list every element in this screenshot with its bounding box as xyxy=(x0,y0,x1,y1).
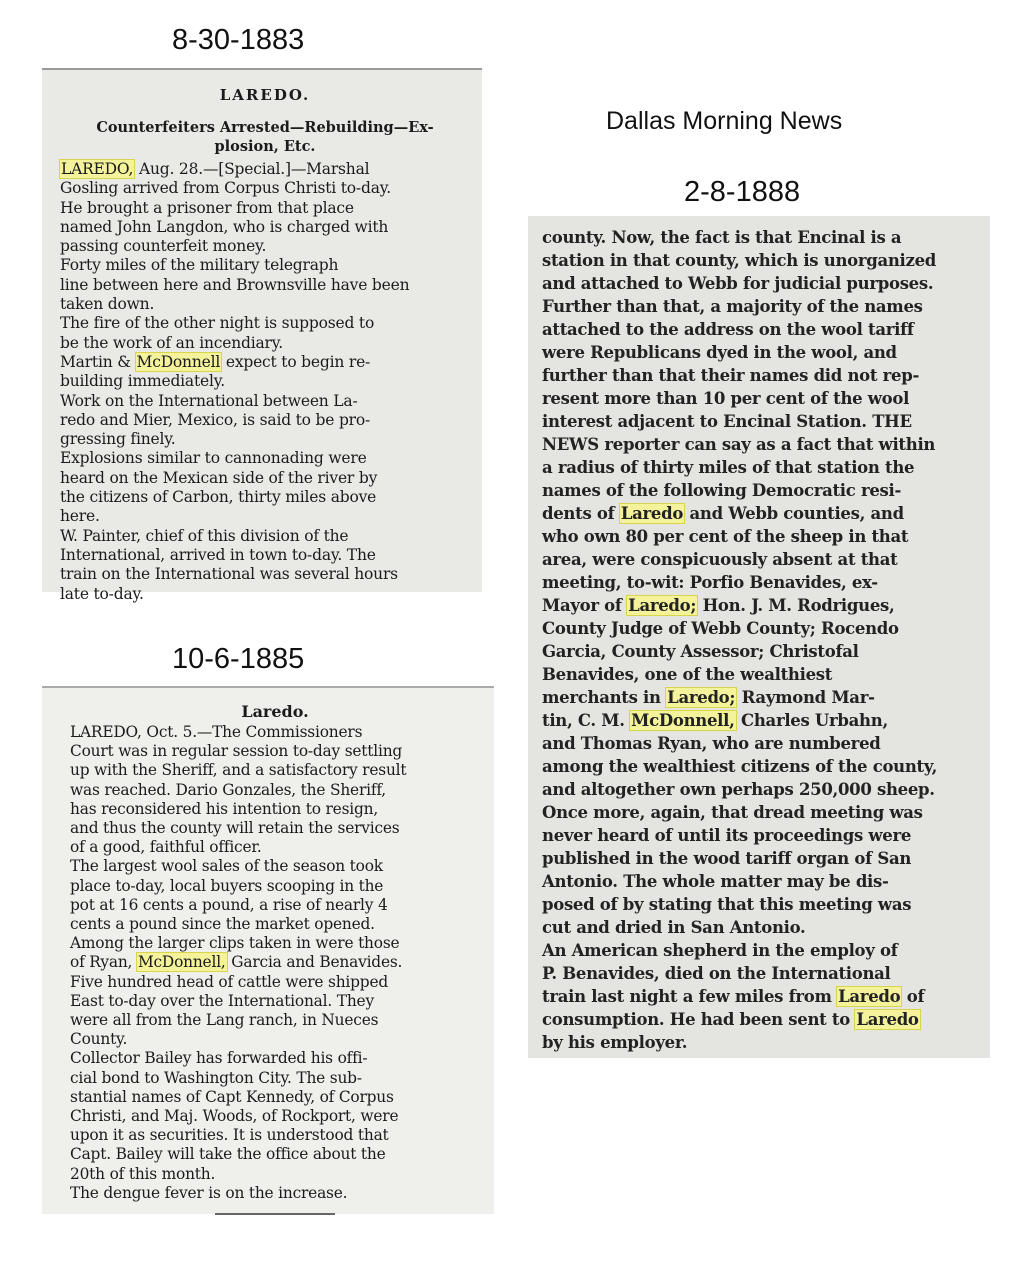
text-line xyxy=(60,276,470,295)
clipping-subheading: plosion, Etc. xyxy=(214,138,316,155)
text-line xyxy=(60,314,470,333)
text-line xyxy=(542,571,976,594)
text-line xyxy=(542,824,976,847)
text-line xyxy=(542,778,976,801)
text-line xyxy=(70,953,480,972)
text-line xyxy=(70,992,480,1011)
line-text: attached to the address on the wool tariff xyxy=(542,320,914,339)
line-text: up with the Sheriff, and a satisfactory result xyxy=(70,761,407,780)
line-text: never heard of until its proceedings were xyxy=(542,826,912,845)
line-text: among the wealthiest citizens of the county, xyxy=(542,757,938,776)
line-text: of Ryan, xyxy=(70,953,137,972)
line-text: and Webb counties, and xyxy=(684,504,904,523)
highlighted-name: LAREDO, xyxy=(61,160,134,178)
line-text: The largest wool sales of the season took xyxy=(70,857,383,876)
text-line xyxy=(60,256,470,275)
line-text: Forty miles of the military telegraph xyxy=(60,256,339,275)
text-line xyxy=(542,272,976,295)
line-text: Mayor of xyxy=(542,596,628,615)
line-text: upon it as securities. It is understood that xyxy=(70,1126,389,1145)
line-text: East to-day over the International. They xyxy=(70,991,374,1010)
line-text: a radius of thirty miles of that station the xyxy=(542,458,915,477)
text-line xyxy=(70,1165,480,1184)
text-line xyxy=(60,199,470,218)
text-line xyxy=(70,838,480,857)
line-text: redo and Mier, Mexico, is said to be pro- xyxy=(60,410,371,429)
text-line xyxy=(70,857,480,876)
text-line xyxy=(60,372,470,391)
line-text: here. xyxy=(60,507,100,526)
line-text: Hon. J. M. Rodrigues, xyxy=(697,596,895,615)
line-text: International, arrived in town to-day. The xyxy=(60,545,376,564)
text-line xyxy=(542,249,976,272)
line-text: Collector Bailey has forwarded his offi- xyxy=(70,1049,368,1068)
line-text: named John Langdon, who is charged with xyxy=(60,217,389,236)
text-line xyxy=(542,525,976,548)
text-line xyxy=(60,565,470,584)
text-line xyxy=(542,755,976,778)
date-label-1888: 2-8-1888 xyxy=(684,176,801,208)
text-line xyxy=(542,663,976,686)
text-line xyxy=(60,546,470,565)
line-text: who own 80 per cent of the sheep in that xyxy=(542,527,909,546)
source-label: Dallas Morning News xyxy=(606,107,843,135)
line-text: cents a pound since the market opened. xyxy=(70,915,375,934)
text-line xyxy=(60,449,470,468)
text-line xyxy=(542,410,976,433)
text-line xyxy=(542,686,976,709)
line-text: merchants in xyxy=(542,688,667,707)
text-line xyxy=(542,847,976,870)
line-text: building immediately. xyxy=(60,372,225,391)
line-text: W. Painter, chief of this division of the xyxy=(60,526,349,545)
text-line xyxy=(70,742,480,761)
line-text: Garcia, County Assessor; Christofal xyxy=(542,642,859,661)
text-line xyxy=(542,364,976,387)
clipping-1888 xyxy=(528,216,990,1058)
text-line xyxy=(542,341,976,364)
line-text: gressing finely. xyxy=(60,430,176,449)
line-text: taken down. xyxy=(60,295,155,314)
text-line xyxy=(542,548,976,571)
line-text: P. Benavides, died on the International xyxy=(542,964,891,983)
line-text: were Republicans dyed in the wool, and xyxy=(542,343,897,362)
text-line xyxy=(542,1031,976,1054)
text-line xyxy=(542,640,976,663)
line-text: LAREDO, Oct. 5.—The Commissioners xyxy=(70,723,363,741)
clipping-text xyxy=(542,226,976,1054)
line-text: of xyxy=(901,987,925,1006)
line-text: and altogether own perhaps 250,000 sheep. xyxy=(542,780,935,799)
text-line xyxy=(542,732,976,755)
line-text: late to-day. xyxy=(60,584,144,603)
line-text: Court was in regular session to-day settling xyxy=(70,742,403,761)
line-text: Garcia and Benavides. xyxy=(226,953,403,972)
line-text: cial bond to Washington City. The sub- xyxy=(70,1068,362,1087)
line-text: expect to begin re- xyxy=(221,352,371,371)
line-text: the citizens of Carbon, thirty miles above xyxy=(60,488,377,507)
text-line xyxy=(542,962,976,985)
text-line xyxy=(60,392,470,411)
text-line xyxy=(70,1126,480,1145)
text-line xyxy=(70,1030,480,1049)
line-text: 20th of this month. xyxy=(70,1164,216,1183)
text-line xyxy=(542,295,976,318)
text-line xyxy=(70,800,480,819)
text-line xyxy=(70,1107,480,1126)
text-line xyxy=(542,916,976,939)
clipping-subheading: Counterfeiters Arrested—Rebuilding—Ex- xyxy=(96,119,434,136)
line-text: and Thomas Ryan, who are numbered xyxy=(542,734,881,753)
line-text: The fire of the other night is supposed to xyxy=(60,314,375,333)
text-line xyxy=(60,585,470,604)
line-text: and thus the county will retain the services xyxy=(70,819,400,838)
line-text: county. Now, the fact is that Encinal is a xyxy=(542,228,902,247)
line-text: tin, C. M. xyxy=(542,711,631,730)
line-text: has reconsidered his intention to resign, xyxy=(70,799,379,818)
line-text: The dengue fever is on the increase. xyxy=(70,1183,348,1202)
text-line xyxy=(542,985,976,1008)
line-text: Raymond Mar- xyxy=(736,688,875,707)
text-line xyxy=(60,237,470,256)
text-line xyxy=(542,387,976,410)
highlighted-name: McDonnell xyxy=(136,352,221,371)
line-text: He brought a prisoner from that place xyxy=(60,198,354,217)
text-line xyxy=(542,709,976,732)
text-line xyxy=(70,1011,480,1030)
text-line xyxy=(60,218,470,237)
highlighted-name: Laredo; xyxy=(667,688,736,707)
text-line xyxy=(60,353,470,372)
text-line xyxy=(70,819,480,838)
text-line xyxy=(542,433,976,456)
line-text: published in the wood tariff organ of San xyxy=(542,849,912,868)
text-line xyxy=(542,226,976,249)
line-text: of a good, faithful officer. xyxy=(70,838,262,857)
text-line xyxy=(70,973,480,992)
text-line xyxy=(60,411,470,430)
clipping-1885 xyxy=(42,686,494,1214)
clipping-heading: LAREDO. xyxy=(219,86,311,104)
text-line xyxy=(70,877,480,896)
text-line xyxy=(542,594,976,617)
line-text: pot at 16 cents a pound, a rise of nearly 4 xyxy=(70,895,388,914)
text-line xyxy=(60,179,470,198)
text-line xyxy=(542,318,976,341)
clipping-text xyxy=(70,723,480,1203)
text-line xyxy=(70,1145,480,1164)
line-text: County. xyxy=(70,1030,128,1049)
line-text: heard on the Mexican side of the river by xyxy=(60,468,378,487)
text-line xyxy=(70,896,480,915)
clipping-text xyxy=(60,160,470,604)
line-text: County Judge of Webb County; Rocendo xyxy=(542,619,899,638)
text-line xyxy=(70,1184,480,1203)
line-text: names of the following Democratic resi- xyxy=(542,481,902,500)
line-text: Antonio. The whole matter may be dis- xyxy=(542,872,889,891)
highlighted-name: Laredo xyxy=(856,1010,919,1029)
text-line xyxy=(542,617,976,640)
text-line xyxy=(60,295,470,314)
highlighted-name: McDonnell, xyxy=(137,953,226,972)
line-text: posed of by stating that this meeting was xyxy=(542,895,912,914)
text-line xyxy=(70,1088,480,1107)
text-line xyxy=(60,334,470,353)
line-text: Capt. Bailey will take the office about the xyxy=(70,1145,386,1164)
line-text: meeting, to-wit: Porfio Benavides, ex- xyxy=(542,573,878,592)
text-line xyxy=(70,761,480,780)
line-text: Martin & xyxy=(60,352,136,371)
line-text: and attached to Webb for judicial purposes. xyxy=(542,274,934,293)
line-text: Christi, and Maj. Woods, of Rockport, were xyxy=(70,1107,399,1126)
line-text: Five hundred head of cattle were shipped xyxy=(70,972,389,991)
text-line xyxy=(542,893,976,916)
line-text: Among the larger clips taken in were those xyxy=(70,934,400,953)
text-line xyxy=(60,430,470,449)
text-line xyxy=(542,456,976,479)
line-text: line between here and Brownsville have been xyxy=(60,275,410,294)
line-text: Further than that, a majority of the names xyxy=(542,297,923,316)
line-text: Aug. 28.—[Special.]—Marshal xyxy=(134,160,370,178)
text-line xyxy=(60,507,470,526)
clipping-1883 xyxy=(42,68,482,603)
text-line xyxy=(60,469,470,488)
highlighted-name: Laredo xyxy=(620,504,684,523)
text-line xyxy=(70,1069,480,1088)
line-text: consumption. He had been sent to xyxy=(542,1010,856,1029)
line-text: were all from the Lang ranch, in Nueces xyxy=(70,1011,379,1030)
text-line xyxy=(70,915,480,934)
line-text: resent more than 10 per cent of the wool xyxy=(542,389,910,408)
line-text: interest adjacent to Encinal Station. THE xyxy=(542,412,912,431)
line-text: dents of xyxy=(542,504,620,523)
line-text: further than that their names did not rep- xyxy=(542,366,919,385)
text-line xyxy=(542,479,976,502)
line-text: station in that county, which is unorganized xyxy=(542,251,937,270)
line-text: Benavides, one of the wealthiest xyxy=(542,665,833,684)
text-line xyxy=(70,781,480,800)
line-text: Explosions similar to cannonading were xyxy=(60,449,367,468)
highlighted-name: McDonnell, xyxy=(631,711,735,730)
text-line xyxy=(60,527,470,546)
line-text: area, were conspicuously absent at that xyxy=(542,550,898,569)
text-line xyxy=(542,939,976,962)
text-line xyxy=(60,160,470,179)
date-label-1883: 8-30-1883 xyxy=(172,24,305,56)
line-text: by his employer. xyxy=(542,1033,688,1052)
line-text: passing counterfeit money. xyxy=(60,237,267,256)
line-text: train on the International was several hours xyxy=(60,565,398,584)
highlighted-name: Laredo; xyxy=(628,596,697,615)
text-line xyxy=(60,488,470,507)
line-text: stantial names of Capt Kennedy, of Corpus xyxy=(70,1087,394,1106)
line-text: NEWS reporter can say as a fact that within xyxy=(542,435,936,454)
text-line xyxy=(542,1008,976,1031)
line-text: Charles Urbahn, xyxy=(735,711,888,730)
text-line xyxy=(542,502,976,525)
line-text: Gosling arrived from Corpus Christi to-day. xyxy=(60,179,391,198)
date-label-1885: 10-6-1885 xyxy=(172,643,305,675)
line-text: Once more, again, that dread meeting was xyxy=(542,803,923,822)
highlighted-name: Laredo xyxy=(838,987,901,1006)
line-text: train last night a few miles from xyxy=(542,987,838,1006)
text-line xyxy=(70,934,480,953)
line-text: cut and dried in San Antonio. xyxy=(542,918,806,937)
clipping-heading: Laredo. xyxy=(241,702,309,721)
text-line xyxy=(542,801,976,824)
line-text: An American shepherd in the employ of xyxy=(542,941,898,960)
line-text: was reached. Dario Gonzales, the Sheriff, xyxy=(70,780,386,799)
text-line xyxy=(542,870,976,893)
text-line xyxy=(70,1049,480,1068)
line-text: Work on the International between La- xyxy=(60,391,358,410)
line-text: be the work of an incendiary. xyxy=(60,333,283,352)
divider xyxy=(215,1213,335,1215)
text-line xyxy=(70,723,480,742)
line-text: place to-day, local buyers scooping in the xyxy=(70,876,384,895)
